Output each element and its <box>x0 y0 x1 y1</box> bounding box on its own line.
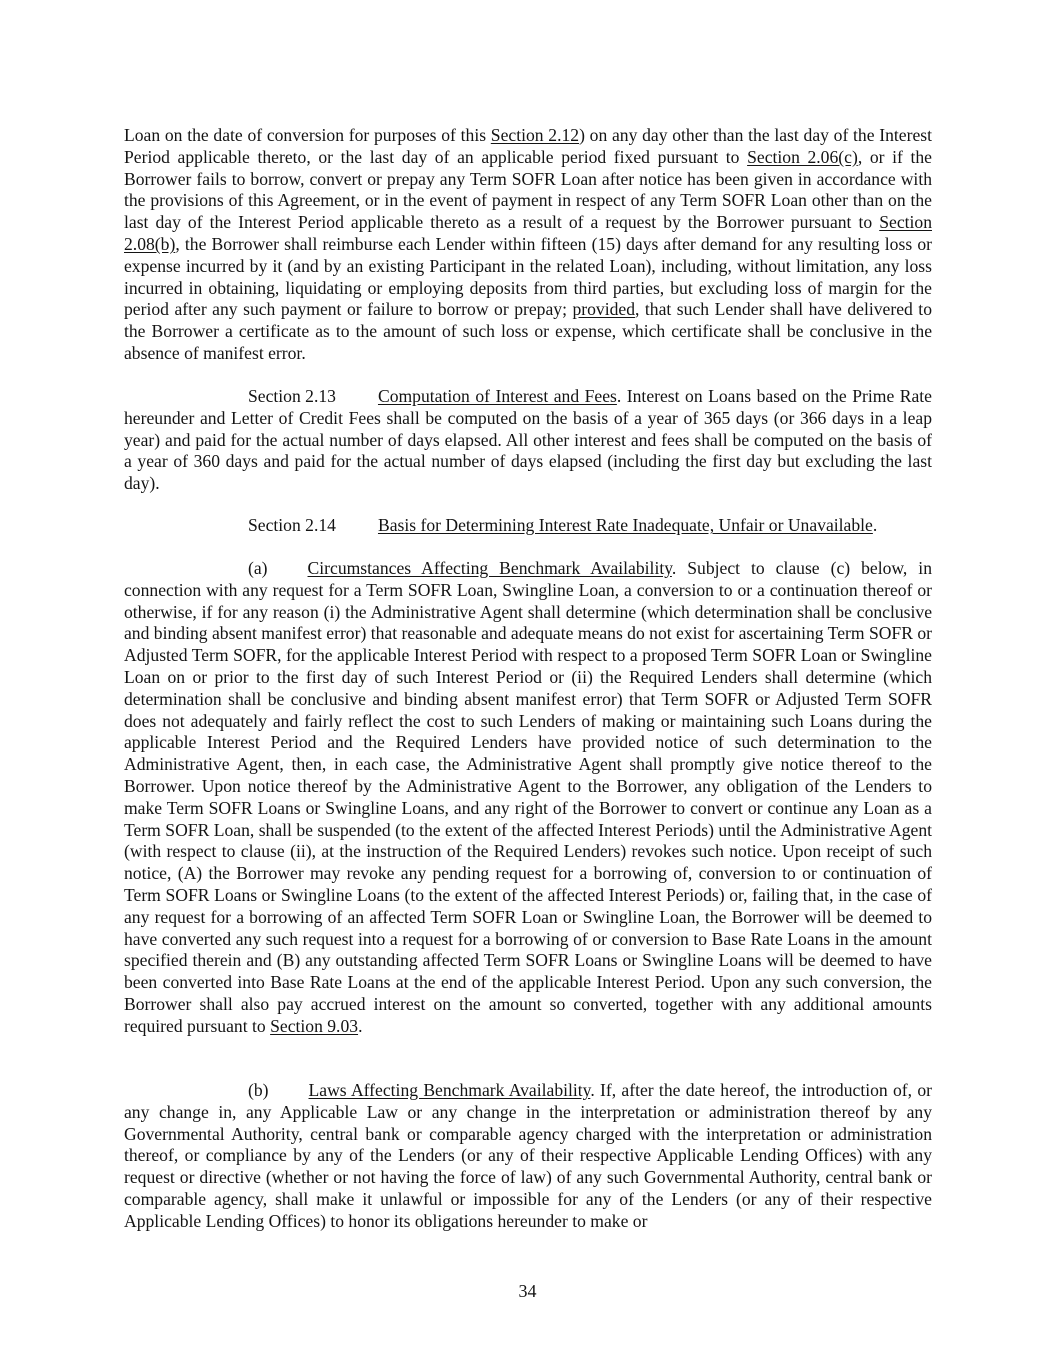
clause-label: (a) <box>248 558 268 578</box>
text-run: . <box>358 1015 363 1036</box>
section-reference: Section 9.03 <box>270 1015 359 1036</box>
continued-paragraph <box>124 125 932 365</box>
section-body: . Interest on Loans based on the Prime Rate hereunder and Letter of Credit Fees shall be computed on the basis of a year of 365 days (or 366 days in a leap year) and paid for the actual number of days elapsed. All other interest and fees shall be computed on the basis of a year of 360 days and paid for the actual number of days elapsed (including the first day but excluding the last day). <box>124 386 932 494</box>
clause-body: . Subject to clause (c) below, in connection with any request for a Term SOFR Loan, Swingline Loan, a conversion to or a continuation thereof or otherwise, if for any reason (i) the Administrative Agent shall determine (which determination shall be conclusive and binding absent manifest error) that reasonable and adequate means do not exist for ascertaining Term SOFR or Adjusted Term SOFR, for the applicable Interest Period with respect to a proposed Term SOFR Loan or Swingline Loan on or prior to the first day of such Interest Period or (ii) the Required Lenders shall determine (which determination shall be conclusive and binding absent manifest error) that Term SOFR or Adjusted Term SOFR does not adequately and fairly reflect the cost to such Lenders of making or maintaining such Loans during the applicable Interest Period and the Required Lenders have provided notice of such determination to the Administrative Agent, then, in each case, the Administrative Agent shall promptly give notice thereof to the Borrower. Upon notice thereof by the Administrative Agent to the Borrower, any obligation of the Lenders to make Term SOFR Loans or Swingline Loans, and any right of the Borrower to convert or continue any Loan as a Term SOFR Loan, shall be suspended (to the extent of the affected Interest Periods) until the Administrative Agent (with respect to clause (ii), at the instruction of the Required Lenders) revokes such notice. Upon receipt of such notice, (A) the Borrower may revoke any pending request for a borrowing of, conversion to or continuation of Term SOFR Loans or Swingline Loans (to the extent of the affected Interest Periods) or, failing that, in the case of any request for a borrowing of an affected Term SOFR Loan or Swingline Loan, the Borrower will be deemed to have converted any such request into a request for a borrowing of or conversion to Base Rate Loans in the amount specified therein and (B) any outstanding affected Term SOFR Loans or Swingline Loans will be deemed to have been converted into Base Rate Loans at the end of the applicable Interest Period. Upon any such conversion, the Borrower shall also pay accrued interest on the amount so converted, together with any additional amounts required pursuant to <box>124 558 933 1036</box>
section-reference: Section 2.08(b) <box>124 212 932 254</box>
section-heading: Computation of Interest and Fees <box>377 386 617 406</box>
clause-a-paragraph <box>124 558 932 1038</box>
section-reference: Section 2.06(c) <box>747 146 858 167</box>
section-number: Section 2.13 <box>248 386 336 406</box>
clause-body: . If, after the date hereof, the introduction of, or any change in, any Applicable Law or any change in the interpretation or administration thereof by any Governmental Authority, central bank or comparable agency charged with the interpretation or administration thereof, or compliance by any of the Lenders (or any of their respective Applicable Lending Offices) with any request or directive (whether or not having the force of law) of any such Governmental Authority, central bank or comparable agency, shall make it unlawful or impossible for any of the Lenders (or any of their respective Applicable Lending Offices) to honor its obligations hereunder to make or <box>124 1080 932 1231</box>
text-run: . <box>872 515 878 535</box>
section-number: Section 2.14 <box>248 515 336 535</box>
clause-b-paragraph <box>124 1080 932 1233</box>
clause-heading: Circumstances Affecting Benchmark Availability <box>307 558 672 578</box>
clause-label: (b) <box>248 1080 269 1100</box>
text-run: , the Borrower shall reimburse each Lender within fifteen (15) days after demand for any resulting loss or expense incurred by it (and by an existing Participant in the related Loan), including, without limitation, any loss incurred in obtaining, liquidating or employing deposits from third parties, but excluding loss of margin for the period after any such payment or failure to borrow or prepay; <box>124 233 932 320</box>
section-2-14-heading-line <box>124 515 932 537</box>
page-number: 34 <box>518 1281 537 1301</box>
section-heading: Basis for Determining Interest Rate Inadequate, Unfair or Unavailable <box>377 515 873 535</box>
text-run: ) on any day other than the last day of the Interest Period applicable thereto, or the last day of an applicable period fixed pursuant to <box>124 125 933 167</box>
text-run: , or if the Borrower fails to borrow, convert or prepay any Term SOFR Loan after notice has been given in accordance with the provisions of this Agreement, or in the event of payment in respect of any Term SOFR Loan other than on the last day of the Interest Period applicable thereto as a result of a request by the Borrower pursuant to <box>124 146 932 233</box>
section-2-13-paragraph <box>124 386 932 495</box>
text-run: , that such Lender shall have delivered to the Borrower a certificate as to the amount of such loss or expense, which certificate shall be conclusive in the absence of manifest error. <box>124 299 932 363</box>
text-run: Loan on the date of conversion for purposes of this <box>124 125 491 145</box>
provided-term: provided <box>572 299 636 320</box>
clause-heading: Laws Affecting Benchmark Availability <box>308 1080 591 1100</box>
section-reference: Section 2.12 <box>490 125 580 145</box>
